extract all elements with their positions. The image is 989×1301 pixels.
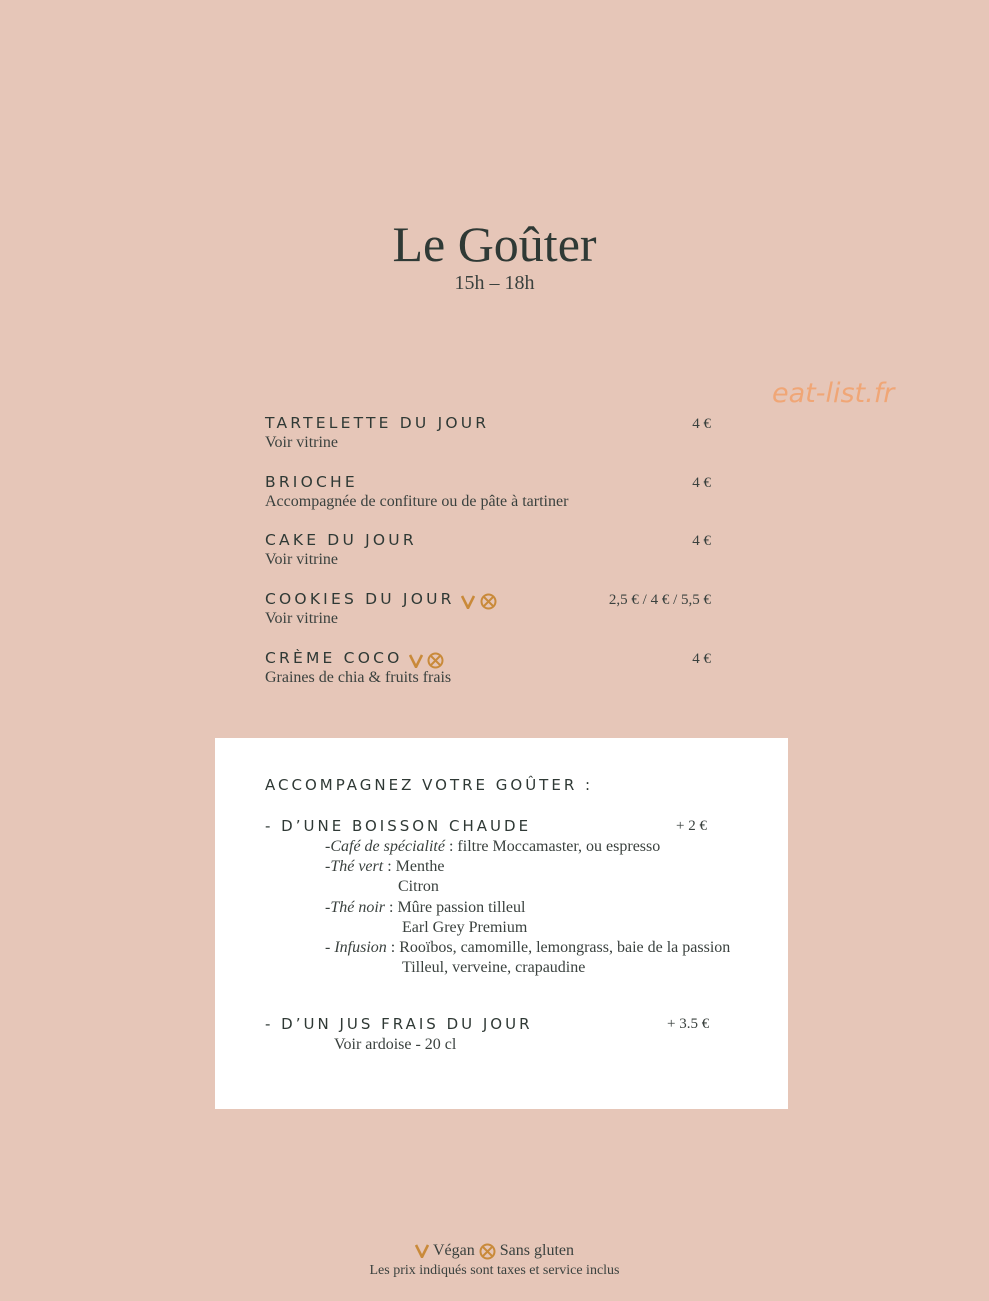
item-name: TARTELETTE DU JOUR — [265, 414, 490, 432]
menu-item-cake — [265, 529, 711, 570]
vegan-icon — [415, 1244, 429, 1258]
coffee-line — [325, 837, 660, 857]
item-description: Accompagnée de confiture ou de pâte à tartiner — [265, 493, 569, 510]
item-name: COOKIES DU JOUR — [265, 590, 455, 608]
black-tea-line — [325, 898, 525, 918]
item-name: CAKE DU JOUR — [265, 531, 417, 549]
gluten-free-legend-label: Sans gluten — [499, 1242, 574, 1260]
extras-box — [215, 738, 788, 1109]
coffee-label: -Café de spécialité — [325, 838, 445, 855]
page-title: Le Goûter — [392, 216, 597, 272]
gluten-free-icon — [427, 652, 444, 669]
infusion-prefix: - — [325, 939, 335, 956]
green-tea-label: -Thé vert — [325, 858, 384, 875]
menu-item-tartelette — [265, 412, 711, 453]
item-price: 4 € — [692, 416, 711, 432]
item-price: 4 € — [692, 475, 711, 491]
item-description: Voir vitrine — [265, 551, 339, 568]
item-description: Voir vitrine — [265, 434, 339, 451]
green-tea-value-2: Citron — [398, 878, 439, 895]
juice-price: + 3.5 € — [667, 1016, 710, 1032]
infusion-label: Infusion — [334, 939, 387, 956]
watermark: eat-list.fr — [772, 378, 895, 409]
hot-drink-price: + 2 € — [676, 818, 707, 834]
menu-item-brioche — [265, 471, 711, 512]
infusion-value-2: Tilleul, verveine, crapaudine — [402, 959, 586, 976]
item-name-row — [265, 647, 444, 671]
item-description: Voir vitrine — [265, 610, 339, 627]
menu-item-creme-coco — [265, 647, 711, 688]
green-tea-value: : Menthe — [383, 858, 445, 875]
diet-legend — [0, 1241, 989, 1261]
price-footnote: Les prix indiqués sont taxes et service inclus — [369, 1263, 620, 1278]
gluten-free-icon — [480, 593, 497, 610]
gluten-free-icon — [479, 1243, 496, 1260]
menu-item-cookies — [265, 588, 711, 629]
extras-title: ACCOMPAGNEZ VOTRE GOÛTER : — [265, 776, 594, 794]
vegan-icon — [461, 595, 475, 609]
black-tea-label: -Thé noir — [325, 899, 385, 916]
hot-drink-heading: - D’UNE BOISSON CHAUDE — [265, 817, 532, 835]
item-name-row — [265, 588, 497, 612]
infusion-value: : Rooïbos, camomille, lemongrass, baie de la passion — [386, 939, 731, 956]
coffee-value: : filtre Moccamaster, ou espresso — [444, 838, 661, 855]
item-name: BRIOCHE — [265, 473, 358, 491]
black-tea-value-2: Earl Grey Premium — [402, 919, 528, 936]
diet-badges — [461, 590, 497, 612]
item-price: 4 € — [692, 533, 711, 549]
infusion-line — [325, 938, 730, 958]
black-tea-value: : Mûre passion tilleul — [385, 899, 526, 916]
green-tea-line — [325, 857, 445, 877]
opening-hours: 15h – 18h — [454, 272, 535, 294]
item-name: CRÈME COCO — [265, 649, 403, 667]
diet-badges — [409, 649, 445, 671]
vegan-legend-label: Végan — [433, 1242, 475, 1260]
juice-description: Voir ardoise - 20 cl — [334, 1036, 457, 1053]
juice-heading: - D’UN JUS FRAIS DU JOUR — [265, 1015, 533, 1033]
item-price: 2,5 € / 4 € / 5,5 € — [608, 592, 711, 608]
vegan-icon — [409, 654, 423, 668]
item-price: 4 € — [692, 651, 711, 667]
item-description: Graines de chia & fruits frais — [265, 669, 452, 686]
